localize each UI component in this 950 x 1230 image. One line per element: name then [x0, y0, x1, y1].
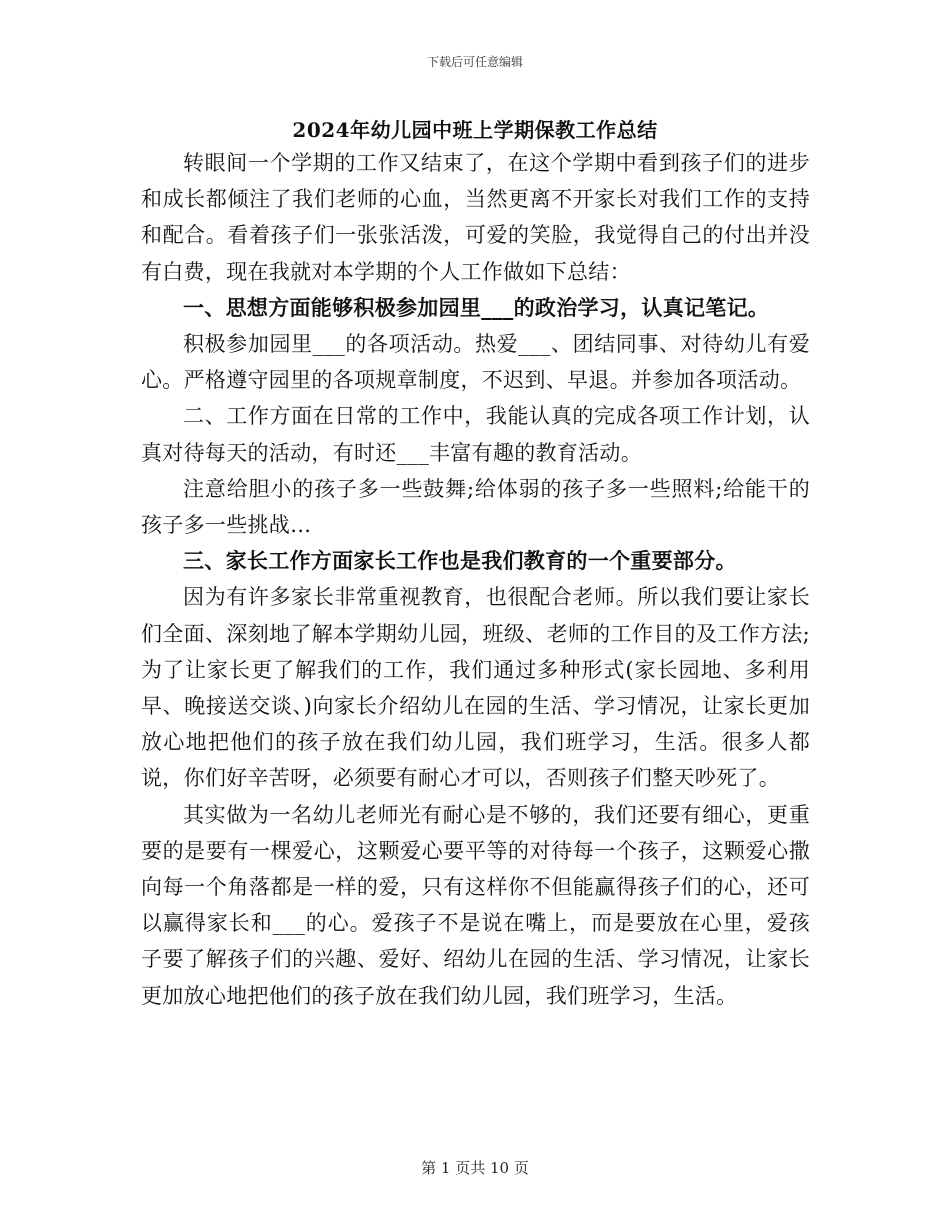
paragraph-parents: 因为有许多家长非常重视教育，也很配合老师。所以我们要让家长们全面、深刻地了解本学期幼儿园，班级、老师的工作目的及工作方法;为了让家长更了解我们的工作，我们通过多种形式(家长园地、多利用早、晚接送交谈、)向家长介绍幼儿在园的生活、学习情况，让家长更加放心地把他们的孩子放在我们幼儿园，我们班学习，生活。很多人都说，你们好辛苦呀，必须要有耐心才可以，否则孩子们整天吵死了。 [141, 585, 810, 791]
section-heading-parents: 三、家长工作方面家长工作也是我们教育的一个重要部分。 [183, 548, 737, 574]
document-title: 2024年幼儿园中班上学期保教工作总结 [292, 118, 658, 142]
paragraph-care: 注意给胆小的孩子多一些鼓舞;给体弱的孩子多一些照料;给能干的孩子多一些挑战… [141, 476, 810, 538]
paragraph-work: 二、工作方面在日常的工作中，我能认真的完成各项工作计划，认真对待每天的活动，有时还___丰富有趣的教育活动。 [141, 404, 810, 465]
paragraph-intro: 转眼间一个学期的工作又结束了，在这个学期中看到孩子们的进步和成长都倾注了我们老师的心血，当然更离不开家长对我们工作的支持和配合。看着孩子们一张张活泼，可爱的笑脸，我觉得自己的付出并没有白费，现在我就对本学期的个人工作做如下总结： [141, 151, 810, 284]
page-number: 第 1 页共 10 页 [421, 1159, 529, 1177]
header-note: 下载后可任意编辑 [426, 55, 523, 69]
paragraph-love: 其实做为一名幼儿老师光有耐心是不够的，我们还要有细心，更重要的是要有一棵爱心，这颗爱心要平等的对待每一个孩子，这颗爱心撒向每一个角落都是一样的爱，只有这样你不但能赢得孩子们的心，还可以赢得家长和___的心。爱孩子不是说在嘴上，而是要放在心里，爱孩子要了解孩子们的兴趣、爱好、绍幼儿在园的生活、学习情况，让家长更加放心地把他们的孩子放在我们幼儿园，我们班学习，生活。 [141, 802, 810, 1008]
document-body [141, 145, 810, 1014]
paragraph-thought: 积极参加园里___的各项活动。热爱___、团结同事、对待幼儿有爱心。严格遵守园里的各项规章制度，不迟到、早退。并参加各项活动。 [141, 332, 810, 393]
section-heading-thought: 一、思想方面能够积极参加园里___的政治学习，认真记笔记。 [183, 294, 770, 320]
